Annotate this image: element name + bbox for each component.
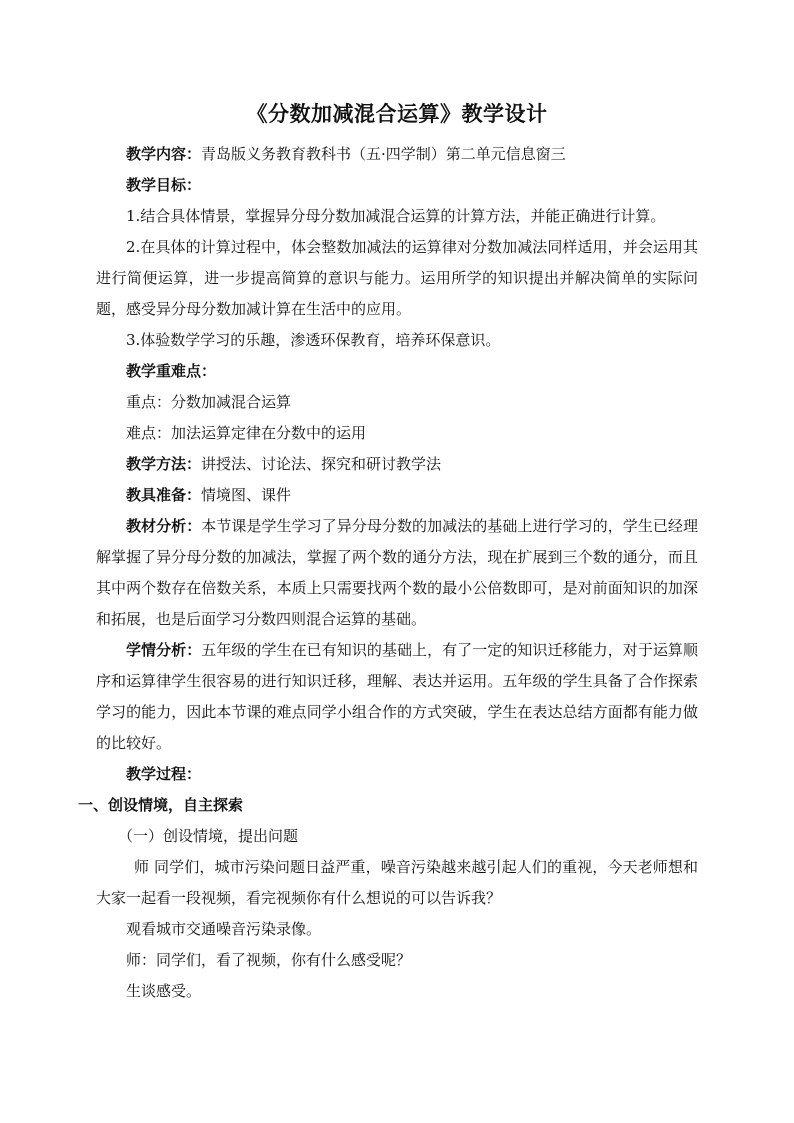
section-heading-1: 一、创设情境，自主探索: [78, 796, 244, 814]
goal-item-1: 1.结合具体情景，掌握异分母分数加减混合运算的计算方法，并能正确进行计算。: [126, 207, 666, 225]
document-body: [78, 139, 698, 1007]
textbook-analysis: [96, 511, 698, 635]
teaching-materials-label: 教具准备：: [126, 486, 202, 504]
teaching-process-label: 教学过程：: [126, 765, 202, 783]
student-analysis-label: 学情分析：: [126, 641, 202, 659]
key-points-label: 教学重难点：: [126, 362, 217, 380]
process-line-3: 师：同学们，看了视频，你有什么感受呢？: [126, 951, 412, 969]
teaching-materials: [96, 480, 698, 511]
teaching-content-text: 青岛版义务教育教科书（五·四学制）第二单元信息窗三: [201, 145, 566, 163]
teaching-methods: [96, 449, 698, 480]
teaching-methods-label: 教学方法：: [126, 455, 202, 473]
teaching-content: [96, 139, 698, 170]
teaching-materials-text: 情境图、课件: [201, 486, 292, 504]
teaching-goals-label: 教学目标：: [126, 176, 202, 194]
goal-item-2: 2.在具体的计算过程中，体会整数加减法的运算律对分数加减法同样适用，并会运用其进行简便运算，进一步提高简算的意识与能力。运用所学的知识提出并解决简单的实际问题，感受异分母分数加减计算在生活中的应用。: [96, 238, 698, 318]
process-line-4: 生谈感受。: [126, 982, 202, 1000]
textbook-analysis-text: 本节课是学生学习了异分母分数的加减法的基础上进行学习的，学生已经理解掌握了异分母分数的加减法，掌握了两个数的通分方法，现在扩展到三个数的通分，而且其中两个数存在倍数关系，本质上只需要找两个数的最小公倍数即可，是对前面知识的加深和拓展，也是后面学习分数四则混合运算的基础。: [96, 517, 698, 628]
goal-item-3: 3.体验数学学习的乐趣，渗透环保教育，培养环保意识。: [126, 331, 501, 349]
teaching-methods-text: 讲授法、讨论法、探究和研讨教学法: [201, 455, 442, 473]
key-point-focus: 重点：分数加减混合运算: [126, 393, 292, 411]
textbook-analysis-label: 教材分析：: [126, 517, 202, 535]
subsection-heading-1: （一）创设情境，提出问题: [118, 827, 299, 845]
document-title: 《分数加减混合运算》教学设计: [246, 101, 548, 126]
student-analysis: [96, 635, 698, 759]
key-point-difficulty: 难点：加法运算定律在分数中的运用: [126, 424, 367, 442]
teaching-content-label: 教学内容：: [126, 145, 202, 163]
process-line-2: 观看城市交通噪音污染录像。: [126, 920, 322, 938]
process-line-1: 师 同学们，城市污染问题日益严重，噪音污染越来越引起人们的重视，今天老师想和大家一起看一段视频，看完视频你有什么想说的可以告诉我？: [96, 858, 698, 907]
student-analysis-text: 五年级的学生在已有知识的基础上，有了一定的知识迁移能力，对于运算顺序和运算律学生很容易的进行知识迁移，理解、表达并运用。五年级的学生具备了合作探索学习的能力，因此本节课的难点同学小组合作的方式突破，学生在表达总结方面都有能力做的比较好。: [96, 641, 698, 752]
